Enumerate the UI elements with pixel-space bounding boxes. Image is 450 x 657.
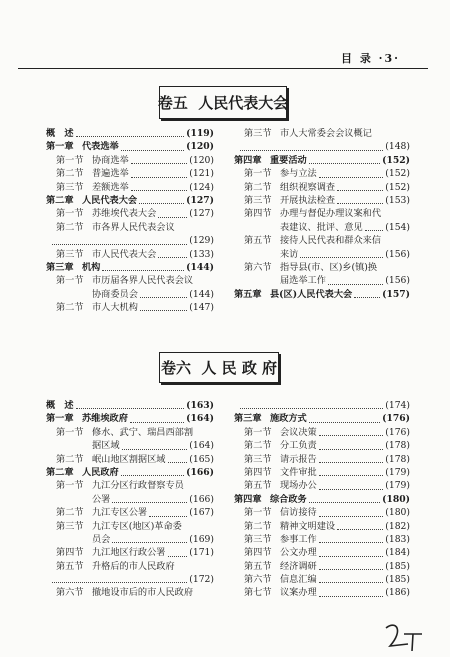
entry-number: 第二节: [56, 168, 84, 180]
entry-number: 第一节: [56, 208, 84, 220]
leader-dots: [168, 462, 187, 463]
entry-number: 第三节: [244, 533, 272, 545]
leader-dots: [112, 542, 187, 543]
page-number: (185): [385, 560, 410, 572]
entry-title: 苏维埃代表大会: [92, 208, 157, 220]
header-rule: [18, 68, 428, 69]
leader-dots: [52, 582, 187, 583]
leader-dots: [319, 569, 383, 570]
entry-number: 第四节: [244, 547, 272, 559]
page-number: (127): [189, 208, 214, 220]
page-number: (180): [385, 507, 410, 519]
toc-column-left: [46, 127, 214, 314]
leader-dots: [240, 408, 383, 409]
entry-number: 第一章: [46, 141, 74, 153]
page-number: (167): [189, 507, 214, 519]
entry-number: 第三章: [234, 413, 262, 425]
entry-number: 第二章: [46, 194, 74, 206]
entry-number: 第五节: [244, 480, 272, 492]
leader-dots: [309, 163, 380, 164]
toc-entry: [234, 546, 410, 559]
toc-column-left: [46, 399, 214, 600]
toc-entry: [234, 207, 410, 220]
toc-entry: [46, 301, 214, 314]
entry-number: 第六节: [56, 587, 84, 599]
entry-number: 第三节: [244, 128, 272, 139]
page-number: (178): [385, 440, 410, 452]
entry-number: 第一章: [46, 413, 74, 425]
toc-entry: [46, 439, 214, 452]
page-number: (186): [385, 587, 410, 599]
leader-dots: [158, 217, 187, 218]
page-number: (129): [189, 235, 214, 247]
page-number: (163): [186, 400, 214, 411]
page-number: (147): [189, 302, 214, 314]
section-title: 卷六 人 民 政 府: [160, 359, 278, 377]
toc-entry: [234, 154, 410, 167]
entry-title: 开展执法检查: [280, 194, 336, 206]
page-number: (133): [189, 248, 214, 260]
leader-dots: [319, 516, 383, 517]
entry-title: 九江地区行政公署: [92, 547, 166, 559]
entry-number: 第二节: [56, 453, 84, 465]
page-number: (180): [382, 493, 410, 505]
entry-number: 第二节: [244, 440, 272, 452]
page-number: (127): [186, 194, 214, 206]
entry-number: 第一节: [56, 154, 84, 166]
entry-title: 岷山地区割据区域: [92, 453, 166, 465]
entry-title: 指导县(市、区)乡(镇)换: [280, 261, 378, 273]
entry-title: 人民代表大会: [82, 194, 138, 206]
page-number: (185): [385, 574, 410, 586]
entry-number: 第四节: [244, 208, 272, 220]
page-number: (172): [189, 574, 214, 586]
page-number: (119): [186, 128, 214, 139]
entry-number: 第三节: [244, 453, 272, 465]
page-number: (165): [189, 453, 214, 465]
page-number: (171): [189, 547, 214, 559]
leader-dots: [319, 556, 383, 557]
entry-title: 请示报告: [280, 453, 317, 465]
leader-dots: [319, 489, 383, 490]
page-number: (148): [385, 141, 410, 153]
entry-title: 员会: [92, 533, 111, 545]
toc-entry: [46, 520, 214, 533]
entry-title: 市各界人民代表会议: [92, 221, 175, 233]
entry-title: 苏维埃政府: [82, 413, 128, 425]
entry-title: 市历届各界人民代表会议: [92, 275, 194, 287]
toc-entry: [46, 194, 214, 207]
toc-entry: [46, 234, 214, 247]
entry-title: 接待人民代表和群众来信: [280, 235, 382, 247]
toc-entry: [234, 520, 410, 533]
leader-dots: [112, 502, 187, 503]
toc-entry: [234, 261, 410, 274]
toc-entry: [234, 127, 410, 140]
entry-title: 协商选举: [92, 154, 129, 166]
toc-entry: [234, 439, 410, 452]
page-number: (182): [385, 520, 410, 532]
entry-number: 第七节: [244, 587, 272, 599]
entry-number: 第三章: [46, 261, 74, 273]
toc-entry: [234, 221, 410, 234]
toc-entry: [46, 274, 214, 287]
entry-number: 第一节: [244, 168, 272, 180]
page-number: (156): [385, 248, 410, 260]
toc-entry: [46, 181, 214, 194]
entry-title: 修水、武宁、瑞昌西部割: [92, 426, 194, 438]
entry-number: 第一节: [244, 426, 272, 438]
toc-entry: [234, 453, 410, 466]
toc-entry: [46, 140, 214, 153]
section-title-box-6: [159, 352, 279, 383]
entry-title: 市人大机构: [92, 302, 138, 314]
toc-entry: [234, 493, 410, 506]
entry-title: 议案办理: [280, 587, 317, 599]
page-number: (144): [189, 288, 214, 300]
page-number: (124): [189, 181, 214, 193]
handwritten-mark: [382, 622, 426, 652]
leader-dots: [309, 422, 380, 423]
toc-entry: [46, 493, 214, 506]
toc-entry: [234, 426, 410, 439]
toc-entry: [46, 586, 214, 599]
toc-entry: [234, 412, 410, 425]
entry-number: 第五章: [234, 288, 262, 300]
page-number: (164): [186, 413, 214, 425]
entry-title: 差额选举: [92, 181, 129, 193]
toc-entry: [46, 573, 214, 586]
toc-entry: [234, 274, 410, 287]
entry-title: 重要活动: [270, 154, 307, 166]
page-number: (156): [385, 275, 410, 287]
leader-dots: [52, 244, 187, 245]
entry-title: 撤地设市后的市人民政府: [92, 587, 194, 599]
toc-entry: [46, 221, 214, 234]
leader-dots: [130, 422, 184, 423]
entry-title: 精神文明建设: [280, 520, 336, 532]
toc-entry: [46, 412, 214, 425]
toc-entry: [234, 140, 410, 153]
leader-dots: [139, 203, 184, 204]
toc-entry: [46, 466, 214, 479]
toc-entry: [46, 288, 214, 301]
toc-entry: [234, 248, 410, 261]
leader-dots: [319, 582, 383, 583]
toc-entry: [234, 533, 410, 546]
page-number: (176): [385, 426, 410, 438]
toc-entry: [46, 479, 214, 492]
page-number: (176): [382, 413, 410, 425]
leader-dots: [131, 177, 187, 178]
page-number: (154): [385, 221, 410, 233]
entry-title: 协商委员会: [92, 288, 138, 300]
toc-entry: [234, 399, 410, 412]
entry-title: 届选举工作: [280, 275, 326, 287]
toc-entry: [234, 560, 410, 573]
toc-entry: [46, 533, 214, 546]
entry-title: 机构: [82, 261, 101, 273]
entry-number: 第五节: [244, 560, 272, 572]
leader-dots: [168, 556, 187, 557]
toc-entry: [234, 234, 410, 247]
entry-number: 第一节: [244, 507, 272, 519]
toc-entry: [46, 154, 214, 167]
entry-title: 参事工作: [280, 533, 317, 545]
entry-number: 第三节: [56, 248, 84, 260]
entry-title: 文件审批: [280, 466, 317, 478]
entry-title: 九江专区公署: [92, 507, 148, 519]
entry-number: 第四章: [234, 154, 262, 166]
entry-title: 施政方式: [270, 413, 307, 425]
leader-dots: [319, 435, 383, 436]
leader-dots: [319, 475, 383, 476]
page-number: (144): [186, 261, 214, 273]
entry-number: 第二章: [46, 466, 74, 478]
toc-entry: [46, 453, 214, 466]
entry-number: 第二节: [56, 302, 84, 314]
entry-number: 第五节: [56, 560, 84, 572]
entry-title: 普遍选举: [92, 168, 129, 180]
entry-number: 第三节: [56, 181, 84, 193]
entry-number: 第二节: [244, 520, 272, 532]
leader-dots: [337, 203, 383, 204]
toc-entry: [234, 466, 410, 479]
entry-number: 第四节: [244, 466, 272, 478]
page-number: (174): [385, 400, 410, 411]
entry-number: 第六节: [244, 261, 272, 273]
entry-number: 第二节: [56, 221, 84, 233]
entry-number: 第一节: [56, 480, 84, 492]
toc-entry: [234, 167, 410, 180]
leader-dots: [121, 475, 184, 476]
toc-entry: [234, 506, 410, 519]
entry-title: 信息汇编: [280, 574, 317, 586]
toc-entry: [46, 261, 214, 274]
leader-dots: [319, 449, 383, 450]
toc-entry: [234, 288, 410, 301]
entry-title: 九江专区(地区)革命委: [92, 520, 182, 532]
entry-number: 第四节: [56, 547, 84, 559]
entry-title: 人民政府: [82, 466, 119, 478]
leader-dots: [158, 257, 187, 258]
entry-number: 第一节: [56, 275, 84, 287]
leader-dots: [131, 190, 187, 191]
toc-entry: [46, 560, 214, 573]
entry-title: 会议决策: [280, 426, 317, 438]
running-head: 目 录 ·3·: [341, 52, 400, 65]
entry-title: 办理与督促办理议案和代: [280, 208, 382, 220]
entry-number: 第六节: [244, 574, 272, 586]
leader-dots: [131, 163, 187, 164]
page-number: (179): [385, 480, 410, 492]
entry-number: 第四章: [234, 493, 262, 505]
leader-dots: [300, 257, 383, 258]
entry-title: 参与立法: [280, 168, 317, 180]
entry-title: 公署: [92, 493, 111, 505]
toc-column-right: [234, 399, 410, 600]
page-number: (166): [189, 493, 214, 505]
page-number: (179): [385, 466, 410, 478]
leader-dots: [76, 136, 184, 137]
leader-dots: [240, 150, 383, 151]
leader-dots: [328, 284, 383, 285]
toc-entry: [46, 399, 214, 412]
leader-dots: [337, 190, 383, 191]
toc-entry: [46, 167, 214, 180]
entry-title: 代表选举: [82, 141, 119, 153]
page-number: (152): [385, 168, 410, 180]
page-number: (164): [189, 440, 214, 452]
entry-title: 来访: [280, 248, 299, 260]
page-number: (152): [382, 154, 410, 166]
leader-dots: [121, 150, 184, 151]
entry-number: 第五节: [244, 235, 272, 247]
toc-entry: [46, 426, 214, 439]
toc-entry: [234, 573, 410, 586]
leader-dots: [319, 596, 383, 597]
toc-entry: [46, 207, 214, 220]
leader-dots: [149, 516, 187, 517]
leader-dots: [140, 310, 187, 311]
toc-entry: [46, 506, 214, 519]
page-number: (157): [382, 288, 410, 300]
toc-entry: [46, 546, 214, 559]
leader-dots: [140, 297, 187, 298]
entry-title: 据区域: [92, 440, 120, 452]
leader-dots: [354, 297, 380, 298]
entry-title: 信访接待: [280, 507, 317, 519]
toc-column-right: [234, 127, 410, 301]
leader-dots: [102, 270, 184, 271]
entry-title: 综合政务: [270, 493, 307, 505]
entry-number: 第二节: [56, 507, 84, 519]
page-number: (178): [385, 453, 410, 465]
leader-dots: [319, 542, 383, 543]
entry-title: 经济调研: [280, 560, 317, 572]
entry-number: 第二节: [244, 181, 272, 193]
page-number: (152): [385, 181, 410, 193]
leader-dots: [309, 502, 380, 503]
toc-entry: [234, 194, 410, 207]
entry-title: 现场办公: [280, 480, 317, 492]
entry-title: 分工负责: [280, 440, 317, 452]
page-number: (169): [189, 533, 214, 545]
page-number: (121): [189, 168, 214, 180]
page-number: (120): [186, 141, 214, 153]
page-number: (153): [385, 194, 410, 206]
page-number: (184): [385, 547, 410, 559]
leader-dots: [76, 408, 184, 409]
entry-number: 第一节: [56, 426, 84, 438]
leader-dots: [122, 449, 187, 450]
toc-entry: [234, 586, 410, 599]
entry-number: 概 述: [46, 128, 74, 139]
entry-title: 表建议、批评、意见: [280, 221, 363, 233]
page-number: (120): [189, 154, 214, 166]
entry-title: 升格后的市人民政府: [92, 560, 175, 572]
entry-title: 组织视察调查: [280, 181, 336, 193]
toc-entry: [234, 181, 410, 194]
toc-entry: [234, 479, 410, 492]
leader-dots: [337, 529, 383, 530]
page-number: (166): [186, 466, 214, 478]
entry-number: 概 述: [46, 400, 74, 411]
entry-title: 公文办理: [280, 547, 317, 559]
entry-title: 县(区)人民代表大会: [270, 288, 353, 300]
leader-dots: [319, 462, 383, 463]
section-title-box-5: [159, 86, 287, 119]
leader-dots: [365, 230, 383, 231]
entry-number: 第三节: [244, 194, 272, 206]
entry-title: 市人民代表大会: [92, 248, 157, 260]
section-title: 卷五 人民代表大会: [157, 94, 289, 112]
toc-entry: [46, 248, 214, 261]
entry-number: 第三节: [56, 520, 84, 532]
entry-title: 九江分区行政督察专员: [92, 480, 184, 492]
page-number: (183): [385, 533, 410, 545]
entry-title: 市人大常委会会议概记: [280, 128, 372, 139]
leader-dots: [319, 177, 383, 178]
toc-entry: [46, 127, 214, 140]
